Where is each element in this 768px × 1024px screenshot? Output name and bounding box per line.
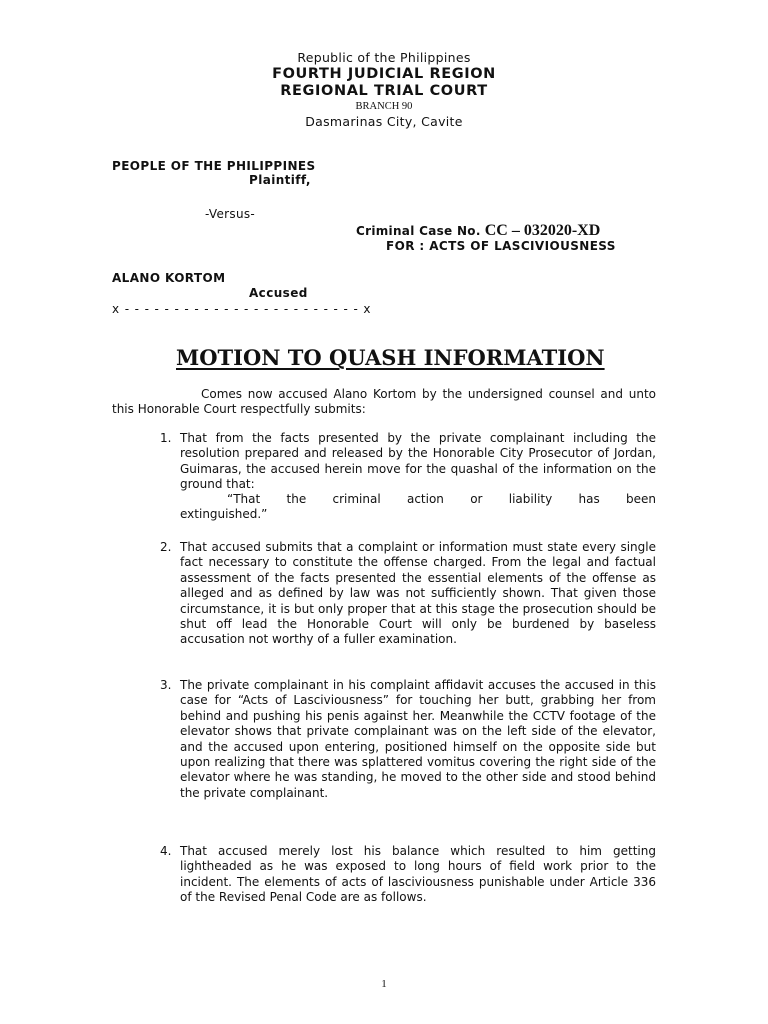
case-number: CC – 032020-XD — [484, 222, 601, 239]
item-text: That from the facts presented by the private complainant including the resolution prepared and released by the Honorable City Prosecutor of Jordan, Guimaras, the accused herein move for the quashal of the information on the ground that: — [180, 431, 656, 492]
item-text: That accused merely lost his balance which resulted to him getting lightheaded as he was exposed to long hours of field work prior to the incident. The elements of acts of lasciviousness punishable under Article 336 of the Revised Penal Code are as follows. — [180, 844, 656, 905]
plaintiff-role: Plaintiff, — [249, 173, 311, 187]
versus-label: -Versus- — [205, 207, 256, 221]
header-branch: BRANCH 90 — [355, 101, 413, 112]
case-label: Criminal Case No. — [356, 224, 481, 238]
accused-role: Accused — [249, 286, 308, 300]
quote-line: “That the criminal action or liability has been — [227, 492, 656, 506]
charge-label: FOR : ACTS OF LASCIVIOUSNESS — [386, 239, 616, 253]
item-number: 3. — [160, 678, 172, 692]
accused-name: ALANO KORTOM — [112, 271, 226, 285]
item-number: 2. — [160, 540, 172, 554]
case-number-line — [356, 222, 600, 240]
header-republic: Republic of the Philippines — [297, 50, 471, 65]
page-number: 1 — [381, 978, 387, 990]
header-court: REGIONAL TRIAL COURT — [280, 83, 488, 99]
intro-paragraph: Comes now accused Alano Kortom by the undersigned counsel and unto this Honorable Court respectfully submits: — [112, 387, 656, 417]
item-number: 4. — [160, 844, 172, 858]
caption-divider: x - - - - - - - - - - - - - - - - - - - - - - - - x — [112, 302, 372, 316]
item-text: That accused submits that a complaint or information must state every single fact necessary to constitute the offense charged. From the legal and factual assessment of the facts presented the essential elements of the offense as alleged and as defined by law was not sufficiently shown. That given those circumstance, it is but only proper that at this stage the prosecution should be shut off lead the Honorable Court will only be burdened by baseless accusation not worthy of a fuller examination. — [180, 540, 656, 647]
ground-quote — [180, 492, 656, 523]
header-region: FOURTH JUDICIAL REGION — [272, 66, 496, 82]
header-city: Dasmarinas City, Cavite — [305, 114, 463, 129]
quote-line: extinguished.” — [180, 507, 268, 522]
plaintiff-name: PEOPLE OF THE PHILIPPINES — [112, 159, 316, 173]
document-title: MOTION TO QUASH INFORMATION — [176, 345, 605, 370]
item-number: 1. — [160, 431, 172, 445]
item-text: The private complainant in his complaint affidavit accuses the accused in this case for “Acts of Lasciviousness” for touching her butt, grabbing her from behind and pushing his penis against her. Meanwhile the CCTV footage of the elevator shows that private complainant was on the left side of the elevator, and the accused upon entering, positioned himself on the opposite side but upon realizing that there was splattered vomitus covering the right side of the elevator where he was standing, he moved to the other side and stood behind the private complainant. — [180, 678, 656, 800]
